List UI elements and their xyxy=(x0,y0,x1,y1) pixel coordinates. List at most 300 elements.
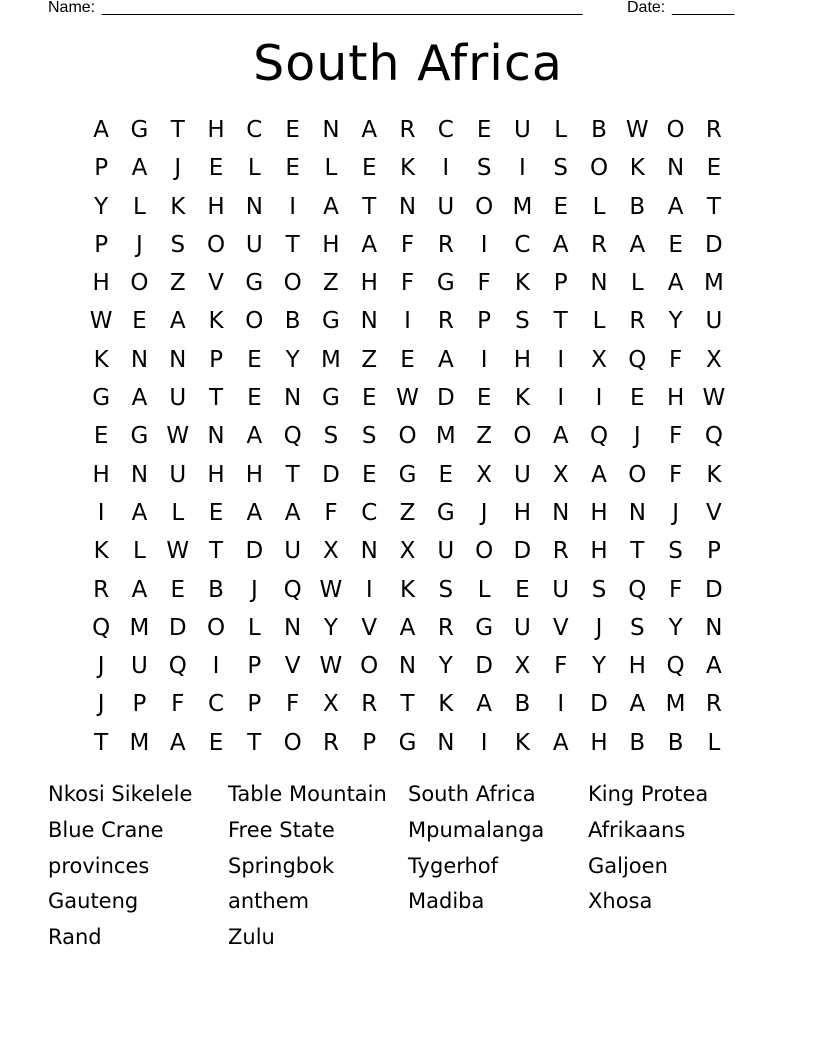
grid-letter[interactable]: U xyxy=(705,308,723,335)
grid-letter[interactable]: F xyxy=(171,691,185,718)
grid-letter[interactable]: P xyxy=(553,270,568,297)
grid-letter[interactable]: S xyxy=(668,538,683,565)
grid-letter[interactable]: A xyxy=(93,117,110,143)
grid-letter[interactable]: G xyxy=(475,614,494,641)
grid-letter[interactable]: N xyxy=(437,729,455,756)
grid-letter[interactable]: Q xyxy=(283,423,302,450)
grid-letter[interactable]: P xyxy=(94,231,109,258)
grid-letter[interactable]: H xyxy=(207,461,225,488)
grid-letter[interactable]: H xyxy=(245,461,263,488)
grid-letter[interactable]: R xyxy=(591,231,607,258)
grid-letter[interactable]: A xyxy=(706,653,722,680)
grid-row xyxy=(82,226,733,264)
grid-letter[interactable]: R xyxy=(93,576,110,603)
grid-letter[interactable]: D xyxy=(705,231,723,258)
grid-letter[interactable]: E xyxy=(208,729,224,756)
grid-letter[interactable]: T xyxy=(209,385,224,412)
grid-letter[interactable]: H xyxy=(666,385,685,412)
grid-letter[interactable]: J xyxy=(672,499,679,526)
grid-letter[interactable]: A xyxy=(131,576,148,603)
grid-letter[interactable]: U xyxy=(169,461,187,488)
grid-letter[interactable]: H xyxy=(590,499,608,526)
grid-letter[interactable]: O xyxy=(475,193,494,220)
grid-letter[interactable]: K xyxy=(208,308,224,335)
grid-letter[interactable]: Y xyxy=(668,308,683,335)
word-list-item: Xhosa xyxy=(588,889,653,914)
grid-letter[interactable]: G xyxy=(130,117,149,143)
grid-letter[interactable]: I xyxy=(480,729,488,756)
grid-letter[interactable]: L xyxy=(171,499,185,526)
grid-letter[interactable]: N xyxy=(360,308,378,335)
grid-letter[interactable]: H xyxy=(628,653,646,680)
grid-letter[interactable]: L xyxy=(707,729,721,756)
grid-letter[interactable]: Y xyxy=(438,653,453,680)
grid-letter[interactable]: D xyxy=(436,385,455,412)
grid-letter[interactable]: F xyxy=(324,499,338,526)
grid-row xyxy=(82,379,733,417)
grid-letter[interactable]: H xyxy=(513,346,532,373)
grid-letter[interactable]: E xyxy=(476,385,492,412)
grid-letter[interactable]: M xyxy=(665,691,686,718)
grid-row xyxy=(82,456,733,494)
grid-letter[interactable]: E xyxy=(438,461,454,488)
grid-letter[interactable]: E xyxy=(285,155,300,182)
grid-letter[interactable]: A xyxy=(246,423,263,450)
grid-letter[interactable]: T xyxy=(247,729,262,756)
grid-letter[interactable]: G xyxy=(398,729,417,756)
grid-letter[interactable]: H xyxy=(590,538,608,565)
grid-letter[interactable]: X xyxy=(323,538,339,565)
grid-letter[interactable]: G xyxy=(245,270,264,297)
grid-letter[interactable]: V xyxy=(284,653,301,680)
grid-letter[interactable]: O xyxy=(513,423,532,450)
grid-letter[interactable]: U xyxy=(513,461,531,488)
grid-letter[interactable]: Q xyxy=(628,346,647,373)
grid-letter[interactable]: A xyxy=(437,346,454,373)
grid-letter[interactable]: O xyxy=(475,538,494,565)
grid-letter[interactable]: Q xyxy=(283,576,302,603)
grid-letter[interactable]: G xyxy=(398,461,417,488)
grid-letter[interactable]: T xyxy=(706,193,721,220)
grid-letter[interactable]: E xyxy=(247,346,262,373)
grid-letter[interactable]: A xyxy=(552,423,569,450)
grid-letter[interactable]: P xyxy=(247,691,262,718)
date-label: Date: xyxy=(627,0,666,16)
grid-letter[interactable]: E xyxy=(208,155,224,182)
worksheet-header xyxy=(48,0,748,20)
grid-letter[interactable]: V xyxy=(208,270,224,297)
grid-letter[interactable]: G xyxy=(322,385,340,412)
grid-letter[interactable]: P xyxy=(209,346,223,373)
grid-letter[interactable]: R xyxy=(322,729,339,756)
grid-letter[interactable]: S xyxy=(553,155,569,182)
grid-letter[interactable]: D xyxy=(513,538,532,565)
grid-letter[interactable]: A xyxy=(361,231,378,258)
grid-letter[interactable]: C xyxy=(361,499,378,526)
grid-letter[interactable]: B xyxy=(514,691,531,718)
grid-letter[interactable]: K xyxy=(514,385,530,412)
grid-letter[interactable]: A xyxy=(169,729,186,756)
grid-letter[interactable]: N xyxy=(590,270,608,297)
grid-letter[interactable]: E xyxy=(208,499,224,526)
grid-letter[interactable]: V xyxy=(552,614,569,641)
grid-letter[interactable]: N xyxy=(705,614,723,641)
grid-letter[interactable]: H xyxy=(92,461,110,488)
grid-letter[interactable]: R xyxy=(705,691,722,718)
grid-letter[interactable]: K xyxy=(514,729,530,756)
grid-letter[interactable]: L xyxy=(324,155,338,182)
grid-letter[interactable]: X xyxy=(323,691,339,718)
grid-letter[interactable]: E xyxy=(553,193,568,220)
grid-letter[interactable]: A xyxy=(667,193,684,220)
grid-letter[interactable]: I xyxy=(442,155,450,182)
grid-letter[interactable]: E xyxy=(132,308,147,335)
grid-letter[interactable]: N xyxy=(130,346,149,373)
grid-letter[interactable]: I xyxy=(557,385,565,412)
grid-letter[interactable]: H xyxy=(513,499,532,526)
grid-letter[interactable]: X xyxy=(399,538,416,565)
grid-letter[interactable]: C xyxy=(514,231,531,258)
grid-letter[interactable]: O xyxy=(283,729,302,756)
grid-letter[interactable]: E xyxy=(247,385,262,412)
grid-letter[interactable]: P xyxy=(362,729,377,756)
grid-letter[interactable]: J xyxy=(250,576,258,603)
grid-letter[interactable]: A xyxy=(476,691,492,718)
grid-letter[interactable]: A xyxy=(591,461,607,488)
grid-letter[interactable]: X xyxy=(476,461,492,488)
grid-letter[interactable]: L xyxy=(133,193,146,220)
grid-letter[interactable]: W xyxy=(166,538,190,565)
grid-letter[interactable]: E xyxy=(93,423,109,450)
grid-letter[interactable]: E xyxy=(706,155,722,182)
grid-letter[interactable]: X xyxy=(552,461,569,488)
grid-letter[interactable]: V xyxy=(361,614,378,641)
grid-letter[interactable]: M xyxy=(321,346,341,373)
grid-letter[interactable]: S xyxy=(476,155,492,182)
grid-letter[interactable]: S xyxy=(591,576,607,603)
grid-letter[interactable]: U xyxy=(169,385,187,412)
grid-letter[interactable]: R xyxy=(552,538,569,565)
grid-letter[interactable]: Z xyxy=(361,346,378,373)
grid-letter[interactable]: R xyxy=(437,308,454,335)
grid-row xyxy=(82,417,733,455)
grid-letter[interactable]: D xyxy=(705,576,723,603)
grid-letter[interactable]: E xyxy=(361,385,377,412)
grid-letter[interactable]: T xyxy=(285,231,300,258)
grid-letter[interactable]: O xyxy=(283,270,302,297)
grid-letter[interactable]: R xyxy=(629,308,646,335)
grid-letter[interactable]: R xyxy=(361,691,378,718)
grid-letter[interactable]: T xyxy=(400,691,415,718)
grid-letter[interactable]: N xyxy=(284,614,302,641)
grid-letter[interactable]: T xyxy=(285,461,300,488)
grid-letter[interactable]: G xyxy=(436,270,455,297)
grid-letter[interactable]: K xyxy=(629,155,645,182)
grid-letter[interactable]: H xyxy=(207,193,225,220)
grid-letter[interactable]: Z xyxy=(323,270,339,297)
grid-letter[interactable]: E xyxy=(476,117,492,143)
grid-letter[interactable]: O xyxy=(245,308,264,335)
grid-letter[interactable]: C xyxy=(437,117,454,143)
grid-letter[interactable]: L xyxy=(592,308,606,335)
grid-letter[interactable]: H xyxy=(207,117,225,143)
grid-letter[interactable]: G xyxy=(92,385,111,412)
grid-letter[interactable]: O xyxy=(206,614,226,641)
grid-letter[interactable]: B xyxy=(591,117,607,143)
grid-letter[interactable]: W xyxy=(702,385,726,412)
grid-letter[interactable]: E xyxy=(361,461,377,488)
grid-letter[interactable]: L xyxy=(554,117,568,143)
grid-letter[interactable]: F xyxy=(286,691,300,718)
grid-letter[interactable]: W xyxy=(166,423,190,450)
grid-letter[interactable]: Z xyxy=(169,270,186,297)
grid-letter[interactable]: J xyxy=(136,231,143,258)
grid-letter[interactable]: E xyxy=(170,576,186,603)
grid-letter[interactable]: S xyxy=(170,231,186,258)
grid-letter[interactable]: G xyxy=(322,308,340,335)
grid-letter[interactable]: B xyxy=(629,729,646,756)
grid-letter[interactable]: I xyxy=(480,231,488,258)
grid-letter[interactable]: Q xyxy=(704,423,723,450)
grid-letter[interactable]: F xyxy=(668,423,683,450)
grid-letter[interactable]: J xyxy=(174,155,182,182)
grid-letter[interactable]: R xyxy=(705,117,722,143)
grid-letter[interactable]: A xyxy=(323,193,339,220)
grid-letter[interactable]: F xyxy=(668,576,683,603)
grid-letter[interactable]: I xyxy=(365,576,373,603)
grid-letter[interactable]: E xyxy=(668,231,683,258)
grid-letter[interactable]: T xyxy=(94,729,109,756)
grid-letter[interactable]: M xyxy=(435,423,456,450)
grid-letter[interactable]: V xyxy=(706,499,722,526)
grid-letter[interactable]: X xyxy=(514,653,531,680)
grid-letter[interactable]: T xyxy=(630,538,645,565)
grid-letter[interactable]: N xyxy=(130,461,149,488)
grid-letter[interactable]: M xyxy=(703,270,724,297)
grid-letter[interactable]: A xyxy=(552,729,569,756)
grid-letter[interactable]: L xyxy=(133,538,146,565)
grid-letter[interactable]: T xyxy=(209,538,224,565)
grid-letter[interactable]: Y xyxy=(591,653,607,680)
grid-letter[interactable]: U xyxy=(437,193,455,220)
grid-letter[interactable]: G xyxy=(436,499,455,526)
grid-letter[interactable]: N xyxy=(245,193,263,220)
grid-letter[interactable]: N xyxy=(169,346,187,373)
grid-letter[interactable]: N xyxy=(666,155,685,182)
grid-letter[interactable]: O xyxy=(130,270,149,297)
grid-letter[interactable]: K xyxy=(399,576,416,603)
grid-letter[interactable]: E xyxy=(630,385,645,412)
grid-letter[interactable]: J xyxy=(97,653,105,680)
grid-letter[interactable]: C xyxy=(246,117,263,143)
grid-letter[interactable]: A xyxy=(552,231,569,258)
grid-letter[interactable]: O xyxy=(206,231,226,258)
grid-letter[interactable]: K xyxy=(438,691,454,718)
grid-row xyxy=(82,532,733,570)
grid-letter[interactable]: Y xyxy=(285,346,300,373)
grid-letter[interactable]: G xyxy=(130,423,149,450)
grid-letter[interactable]: H xyxy=(590,729,608,756)
grid-letter[interactable]: W xyxy=(319,653,343,680)
grid-letter[interactable]: K xyxy=(706,461,722,488)
grid-letter[interactable]: J xyxy=(97,691,105,718)
grid-letter[interactable]: P xyxy=(706,538,721,565)
grid-letter[interactable]: Z xyxy=(476,423,492,450)
grid-letter[interactable]: W xyxy=(625,117,649,143)
grid-letter[interactable]: W xyxy=(396,385,419,412)
grid-letter[interactable]: I xyxy=(595,385,603,412)
grid-letter[interactable]: I xyxy=(519,155,526,182)
grid-letter[interactable]: Q xyxy=(628,576,647,603)
grid-letter[interactable]: F xyxy=(668,461,683,488)
grid-letter[interactable]: N xyxy=(398,653,417,680)
grid-letter[interactable]: I xyxy=(97,499,105,526)
grid-letter[interactable]: U xyxy=(437,538,455,565)
grid-letter[interactable]: J xyxy=(595,614,603,641)
grid-letter[interactable]: A xyxy=(131,155,148,182)
grid-letter[interactable]: J xyxy=(480,499,488,526)
grid-letter[interactable]: A xyxy=(284,499,301,526)
grid-letter[interactable]: D xyxy=(245,538,264,565)
grid-letter[interactable]: B xyxy=(667,729,684,756)
grid-letter[interactable]: F xyxy=(400,270,415,297)
grid-letter[interactable]: U xyxy=(513,614,531,641)
grid-letter[interactable]: P xyxy=(132,691,147,718)
grid-letter[interactable]: O xyxy=(666,117,685,143)
grid-letter[interactable]: P xyxy=(477,308,492,335)
grid-letter[interactable]: Y xyxy=(323,614,338,641)
grid-letter[interactable]: E xyxy=(515,576,530,603)
grid-letter[interactable]: W xyxy=(89,308,113,335)
grid-letter[interactable]: J xyxy=(633,423,641,450)
grid-letter[interactable]: O xyxy=(589,155,609,182)
grid-letter[interactable]: S xyxy=(323,423,339,450)
grid-letter[interactable]: D xyxy=(475,653,493,680)
grid-letter[interactable]: F xyxy=(400,231,415,258)
grid-letter[interactable]: U xyxy=(131,653,148,680)
grid-letter[interactable]: E xyxy=(400,346,415,373)
grid-letter[interactable]: I xyxy=(480,346,488,373)
grid-letter[interactable]: H xyxy=(92,270,110,297)
grid-letter[interactable]: T xyxy=(553,308,568,335)
grid-letter[interactable]: A xyxy=(131,385,148,412)
grid-letter[interactable]: L xyxy=(477,576,491,603)
grid-letter[interactable]: D xyxy=(168,614,187,641)
grid-letter[interactable]: T xyxy=(362,193,377,220)
grid-letter[interactable]: E xyxy=(285,117,300,143)
grid-letter[interactable]: A xyxy=(361,117,378,143)
grid-letter[interactable]: P xyxy=(247,653,262,680)
grid-letter[interactable]: D xyxy=(322,461,340,488)
grid-letter[interactable]: K xyxy=(93,538,109,565)
grid-letter[interactable]: A xyxy=(399,614,416,641)
grid-letter[interactable]: S xyxy=(438,576,454,603)
grid-letter[interactable]: Q xyxy=(92,614,111,641)
grid-letter[interactable]: I xyxy=(557,346,565,373)
grid-letter[interactable]: O xyxy=(628,461,647,488)
grid-letter[interactable]: U xyxy=(513,117,531,143)
grid-letter[interactable]: L xyxy=(630,270,644,297)
grid-letter[interactable]: A xyxy=(131,499,148,526)
grid-letter[interactable]: M xyxy=(129,614,150,641)
date-field-line: _______ xyxy=(672,0,735,16)
grid-letter[interactable]: H xyxy=(360,270,378,297)
grid-letter[interactable]: S xyxy=(361,423,377,450)
grid-letter[interactable]: U xyxy=(245,231,263,258)
grid-letter[interactable]: N xyxy=(207,423,225,450)
grid-letter[interactable]: R xyxy=(437,231,454,258)
grid-letter[interactable]: R xyxy=(437,614,454,641)
grid-letter[interactable]: K xyxy=(514,270,530,297)
grid-letter[interactable]: R xyxy=(399,117,416,143)
grid-letter[interactable]: N xyxy=(284,385,302,412)
grid-letter[interactable]: N xyxy=(398,193,417,220)
grid-letter[interactable]: K xyxy=(170,193,186,220)
grid-letter[interactable]: I xyxy=(212,653,220,680)
grid-letter[interactable]: Q xyxy=(666,653,685,680)
grid-letter[interactable]: W xyxy=(319,576,343,603)
grid-letter[interactable]: A xyxy=(246,499,263,526)
grid-letter[interactable]: U xyxy=(284,538,302,565)
grid-letter[interactable]: L xyxy=(592,193,606,220)
grid-letter[interactable]: N xyxy=(628,499,646,526)
grid-letter[interactable]: S xyxy=(515,308,530,335)
grid-letter[interactable]: A xyxy=(169,308,186,335)
grid-letter[interactable]: X xyxy=(706,346,722,373)
grid-letter[interactable]: Q xyxy=(168,653,187,680)
grid-letter[interactable]: E xyxy=(361,155,377,182)
grid-letter[interactable]: O xyxy=(398,423,417,450)
grid-letter[interactable]: U xyxy=(552,576,570,603)
grid-letter[interactable]: F xyxy=(668,346,683,373)
grid-letter[interactable]: C xyxy=(208,691,225,718)
grid-letter[interactable]: I xyxy=(289,193,297,220)
grid-letter[interactable]: K xyxy=(93,346,109,373)
grid-row xyxy=(82,264,733,302)
grid-letter[interactable]: M xyxy=(512,193,533,220)
grid-letter[interactable]: N xyxy=(322,117,340,143)
grid-letter[interactable]: H xyxy=(322,231,340,258)
grid-letter[interactable]: D xyxy=(590,691,608,718)
grid-letter[interactable]: Y xyxy=(94,193,109,220)
word-list-item: Afrikaans xyxy=(588,817,686,842)
grid-letter[interactable]: M xyxy=(129,729,150,756)
grid-letter[interactable]: Y xyxy=(668,614,683,641)
grid-letter[interactable]: F xyxy=(477,270,491,297)
grid-letter[interactable]: B xyxy=(629,193,646,220)
grid-letter[interactable]: Z xyxy=(399,499,416,526)
grid-letter[interactable]: A xyxy=(629,691,646,718)
grid-letter[interactable]: L xyxy=(247,155,261,182)
grid-letter[interactable]: P xyxy=(94,155,109,182)
grid-letter[interactable]: I xyxy=(557,691,565,718)
grid-letter[interactable]: L xyxy=(247,614,261,641)
grid-letter[interactable]: N xyxy=(360,538,378,565)
grid-letter[interactable]: B xyxy=(208,576,224,603)
grid-letter[interactable]: O xyxy=(360,653,379,680)
grid-letter[interactable]: A xyxy=(629,231,646,258)
grid-letter[interactable]: B xyxy=(284,308,301,335)
grid-letter[interactable]: S xyxy=(630,614,645,641)
grid-letter[interactable]: A xyxy=(667,270,684,297)
grid-letter[interactable]: T xyxy=(170,117,185,143)
grid-letter[interactable]: I xyxy=(404,308,411,335)
grid-letter[interactable]: X xyxy=(591,346,607,373)
grid-letter[interactable]: N xyxy=(552,499,570,526)
grid-letter[interactable]: Q xyxy=(589,423,609,450)
grid-letter[interactable]: F xyxy=(554,653,568,680)
grid-letter[interactable]: K xyxy=(399,155,416,182)
